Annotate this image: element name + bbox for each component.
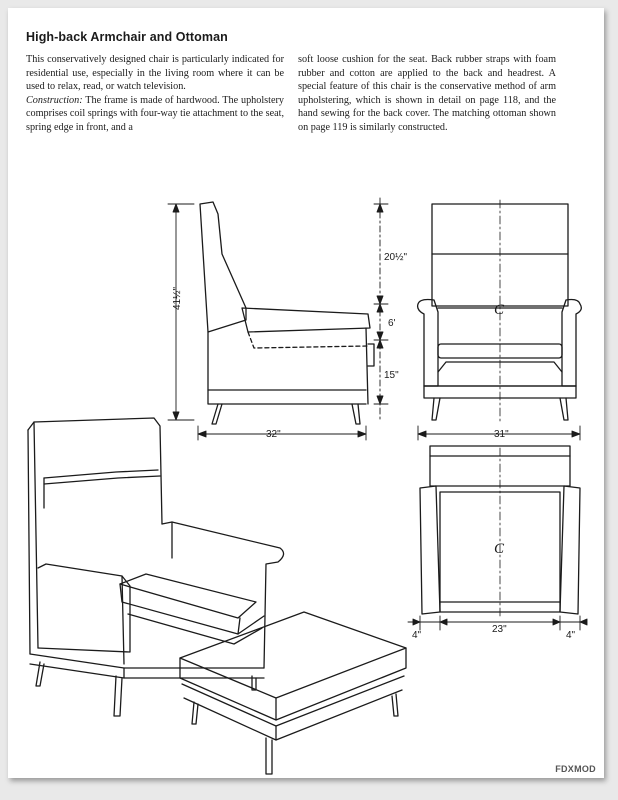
depth-dimension bbox=[198, 426, 366, 440]
page-title: High-back Armchair and Ottoman bbox=[26, 30, 228, 44]
furniture-drawings bbox=[8, 8, 604, 778]
construction-text-left: The frame is made of hardwood. The upholstery comprises coil springs with four-way tie attachment to the seat, spring edge in front, and a bbox=[26, 94, 284, 133]
watermark: FDXMOD bbox=[555, 764, 596, 774]
ottoman-perspective-drawing bbox=[180, 612, 406, 774]
width-label: 31" bbox=[494, 429, 509, 440]
construction-label: Construction: bbox=[26, 94, 83, 106]
back-height-label: 20½" bbox=[384, 252, 408, 263]
depth-label: 32" bbox=[266, 429, 281, 440]
seat-height-label: 15" bbox=[384, 370, 399, 381]
arm-width-right-label: 4" bbox=[566, 630, 576, 641]
height-dimension bbox=[168, 204, 194, 420]
plan-view-drawing bbox=[420, 446, 580, 616]
seat-width-label: 23" bbox=[492, 624, 507, 635]
intro-paragraph: This conservatively designed chair is particularly indicated for residential use, especially in the living room where it can be used to relax, read, or watch television. bbox=[26, 54, 284, 93]
construction-text-right: soft loose cushion for the seat. Back rubber straps with foam rubber and cotton are applied to the back and headrest. A special feature of this chair is the conservative method of arm upholstering, which is shown in detail on page 118, and the hand sewing for the back cover. The matching ottoman shown on page 119 is similarly constructed. bbox=[298, 54, 556, 133]
catalog-page bbox=[8, 8, 604, 778]
vertical-dimension-chain bbox=[374, 198, 388, 420]
side-elevation-drawing bbox=[200, 202, 374, 424]
arm-height-label: 6' bbox=[388, 318, 396, 329]
armchair-perspective-drawing bbox=[28, 418, 284, 716]
centerline-mark-front: C bbox=[494, 302, 505, 318]
height-total-label: 41½" bbox=[172, 286, 183, 310]
arm-width-left-label: 4" bbox=[412, 630, 422, 641]
centerline-mark-plan: C bbox=[494, 541, 505, 557]
